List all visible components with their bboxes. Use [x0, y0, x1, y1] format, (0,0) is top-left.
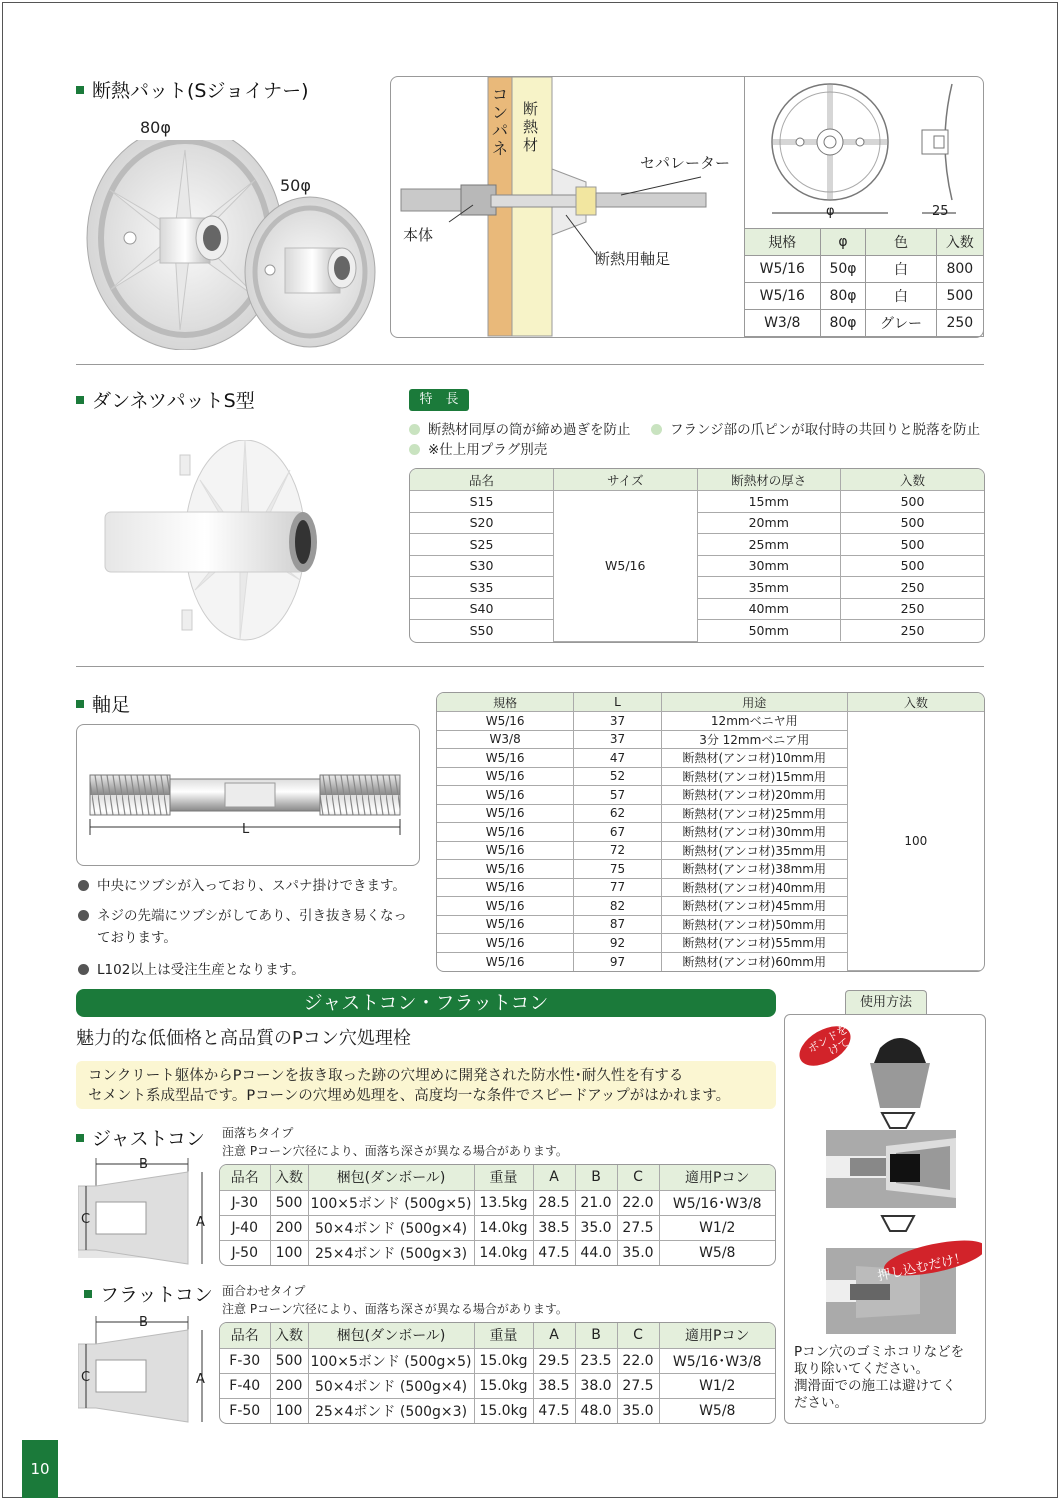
table-header: 入数: [841, 469, 985, 491]
table-cell: 断熱材(アンコ材)60mm用: [661, 952, 847, 971]
table-header: 品名: [220, 1323, 270, 1348]
table-row: [410, 598, 984, 620]
table-cell: 80φ: [820, 310, 866, 337]
table-cell: 22.0: [617, 1190, 659, 1215]
square-bullet-icon: [76, 700, 84, 708]
dot-icon: [78, 910, 89, 921]
usage-bubble-bond: ボンドを着けて: [805, 1016, 860, 1058]
table-cell: W5/16: [745, 256, 821, 283]
table-row: [220, 1215, 775, 1240]
feature-item: 断熱材同厚の筒が締め過ぎを防止: [409, 418, 631, 438]
section-title-flatcon: フラットコン: [84, 1280, 213, 1307]
usage-note-line: 潤滑面での施工は避けてく: [794, 1378, 956, 1394]
bolt-note: 中央にツブシが入っており、スパナ掛けできます。: [78, 874, 418, 894]
table-cell: W1/2: [659, 1373, 775, 1398]
label-25: 25: [932, 204, 949, 219]
table-cell: 250: [841, 577, 985, 599]
table-cell: 44.0: [575, 1240, 617, 1265]
table-cell: W5/16: [437, 786, 574, 805]
table-cell: S35: [410, 577, 554, 599]
table-header-row: [220, 1165, 775, 1190]
table-cell: W5/16: [437, 841, 574, 860]
table-cell: 38.5: [533, 1215, 575, 1240]
page-number: 10: [22, 1440, 58, 1498]
table-header: 適用Pコン: [659, 1165, 775, 1190]
justcon-table: [219, 1164, 776, 1266]
table-cell: 72: [574, 841, 662, 860]
dim-c: C: [81, 1212, 91, 1227]
table-cell: 87: [574, 915, 662, 934]
table-cell: 62: [574, 804, 662, 823]
table-cell: 57: [574, 786, 662, 805]
section-title-jikuashi: 軸足: [76, 690, 130, 717]
table-cell: 500: [270, 1348, 308, 1373]
table-row: [220, 1373, 775, 1398]
bolt-note: ネジの先端にツブシがしてあり、引き抜き易くなっております。: [78, 905, 418, 949]
table-cell: W5/16: [437, 952, 574, 971]
table-row: [220, 1240, 775, 1265]
table-cell: W5/16: [437, 915, 574, 934]
table-cell: W3/8: [437, 730, 574, 749]
table-cell: 67: [574, 823, 662, 842]
table-cell: 27.5: [617, 1215, 659, 1240]
label-dannetsu: 断熱材: [523, 100, 539, 154]
table-cell: 250: [841, 598, 985, 620]
table-cell: 250: [936, 310, 983, 337]
table-cell: J-50: [220, 1240, 270, 1265]
dim-label-l: L: [242, 822, 250, 837]
usage-note-line: 取り除いてください。: [794, 1361, 929, 1377]
flatcon-drawing: [78, 1314, 218, 1426]
table-cell: 100: [270, 1398, 308, 1423]
table-cell: 100: [270, 1240, 308, 1265]
table-cell: W5/16: [745, 283, 821, 310]
dot-icon: [651, 424, 662, 435]
table-cell: J-40: [220, 1215, 270, 1240]
table-cell: 断熱材(アンコ材)15mm用: [661, 767, 847, 786]
table-cell: 白: [866, 256, 936, 283]
usage-note: [794, 1344, 964, 1412]
table-cell: 29.5: [533, 1348, 575, 1373]
dannetsu-s-photo: [100, 440, 330, 650]
table-header: 重量: [474, 1165, 533, 1190]
intro-line: コンクリート躯体からPコーンを抜き取った跡の穴埋めに開発された防水性･耐久性を有する: [88, 1068, 684, 1084]
table-cell: 75: [574, 860, 662, 879]
table-cell: 97: [574, 952, 662, 971]
size-label-80: 80φ: [140, 118, 171, 137]
table-header: B: [575, 1165, 617, 1190]
table-cell: 50×4ボンド (500g×4): [308, 1373, 474, 1398]
table-cell: W5/16･W3/8: [659, 1190, 775, 1215]
table-header: 用途: [661, 693, 847, 712]
usage-tab: 使用方法: [845, 990, 927, 1014]
label-separator: セパレーター: [640, 154, 731, 172]
table-row: [410, 577, 984, 599]
table-cell: S50: [410, 620, 554, 642]
table-cell: 30mm: [697, 555, 841, 577]
table-header: C: [617, 1323, 659, 1348]
label-konpane: コンパネ: [492, 85, 509, 158]
size-label-50: 50φ: [280, 176, 311, 195]
table-cell: 38.5: [533, 1373, 575, 1398]
table-cell: 500: [841, 534, 985, 556]
table-cell: W3/8: [745, 310, 821, 337]
table-header: φ: [820, 229, 866, 256]
table-cell: 断熱材(アンコ材)50mm用: [661, 915, 847, 934]
table-header: A: [533, 1165, 575, 1190]
table-cell: 28.5: [533, 1190, 575, 1215]
headline: 魅力的な低価格と高品質のPコン穴処理栓: [76, 1028, 411, 1049]
usage-bubble-push: 押し込むだけ！: [876, 1250, 969, 1285]
table-cell: W5/16: [437, 749, 574, 768]
table-cell: 20mm: [697, 512, 841, 534]
table-cell: 47: [574, 749, 662, 768]
table-cell: 22.0: [617, 1348, 659, 1373]
table-cell: 50×4ボンド (500g×4): [308, 1215, 474, 1240]
dim-b: B: [139, 1157, 148, 1172]
feature-item: フランジ部の爪ピンが取付時の共回りと脱落を防止: [651, 418, 980, 438]
dot-icon: [78, 880, 89, 891]
table-header: 入数: [270, 1165, 308, 1190]
justcon-type: 面落ちタイプ: [222, 1126, 294, 1140]
table-header: 規格: [437, 693, 574, 712]
table-cell: 38.0: [575, 1373, 617, 1398]
square-bullet-icon: [76, 1134, 84, 1142]
dannetsu-s-table: [409, 468, 985, 643]
dim-a: A: [196, 1372, 205, 1387]
table-cell: 80φ: [820, 283, 866, 310]
table-row: [220, 1190, 775, 1215]
table-cell: 500: [841, 512, 985, 534]
diagram-divider: [744, 76, 745, 228]
table-header: 入数: [936, 229, 983, 256]
table-cell: W5/16: [437, 712, 574, 731]
usage-illustration: [790, 1018, 982, 1338]
table-cell: 27.5: [617, 1373, 659, 1398]
table-cell-qty: 100: [847, 712, 984, 971]
table-cell: 52: [574, 767, 662, 786]
table-cell: 100×5ボンド (500g×5): [308, 1348, 474, 1373]
table-cell: グレー: [866, 310, 936, 337]
table-header: 入数: [270, 1323, 308, 1348]
table-cell: F-50: [220, 1398, 270, 1423]
table-header: サイズ: [554, 469, 698, 491]
square-bullet-icon: [76, 86, 84, 94]
table-cell: 15.0kg: [474, 1398, 533, 1423]
table-cell: W5/16: [437, 934, 574, 953]
table-cell: W5/16･W3/8: [659, 1348, 775, 1373]
table-cell: 35.0: [575, 1215, 617, 1240]
table-cell: 500: [841, 491, 985, 513]
label-jikuashi: 断熱用軸足: [595, 250, 671, 268]
table-row: [220, 1348, 775, 1373]
table-cell: 断熱材(アンコ材)10mm用: [661, 749, 847, 768]
table-header: 色: [866, 229, 936, 256]
table-cell: S40: [410, 598, 554, 620]
table-row: [745, 256, 984, 283]
intro-line: セメント系成型品です。Pコーンの穴埋め処理を、高度均一な条件でスピードアップがはかれます。: [88, 1088, 731, 1104]
bolt-note: L102以上は受注生産となります。: [78, 958, 418, 978]
table-cell: 断熱材(アンコ材)55mm用: [661, 934, 847, 953]
table-cell: 断熱材(アンコ材)45mm用: [661, 897, 847, 916]
table-cell: 48.0: [575, 1398, 617, 1423]
section-title-dannetsu-s: ダンネツパットS型: [76, 386, 255, 413]
table-cell: W5/16: [437, 823, 574, 842]
pad-photo-illustration: [80, 140, 380, 350]
table-cell: W5/8: [659, 1240, 775, 1265]
table-cell: W1/2: [659, 1215, 775, 1240]
table-cell: 15.0kg: [474, 1373, 533, 1398]
table-cell: W5/16: [437, 860, 574, 879]
section-divider: [76, 666, 984, 667]
table-cell: 35mm: [697, 577, 841, 599]
table-cell: 500: [270, 1190, 308, 1215]
table-cell: 断熱材(アンコ材)38mm用: [661, 860, 847, 879]
table-cell: 23.5: [575, 1348, 617, 1373]
dim-c: C: [81, 1370, 91, 1385]
table-cell: 14.0kg: [474, 1240, 533, 1265]
table-cell: 250: [841, 620, 985, 642]
flatcon-table: [219, 1322, 776, 1424]
dot-icon: [409, 444, 420, 455]
section-divider: [76, 364, 984, 365]
square-bullet-icon: [84, 1290, 92, 1298]
table-header: 重量: [474, 1323, 533, 1348]
table-cell: W5/16: [437, 767, 574, 786]
table-cell: S30: [410, 555, 554, 577]
table-cell: 100×5ボンド (500g×5): [308, 1190, 474, 1215]
table-cell: 47.5: [533, 1240, 575, 1265]
usage-note-line: ださい。: [794, 1395, 848, 1411]
pad-spec-table: [744, 228, 984, 337]
label-phi: φ: [826, 204, 835, 219]
table-cell: 47.5: [533, 1398, 575, 1423]
table-header: 規格: [745, 229, 821, 256]
table-row: [745, 310, 984, 337]
dot-icon: [409, 424, 420, 435]
flatcon-type: 面合わせタイプ: [222, 1284, 306, 1298]
table-cell: 断熱材(アンコ材)20mm用: [661, 786, 847, 805]
table-cell: 50mm: [697, 620, 841, 642]
flatcon-note: 注意 Pコーン穴径により、面落ち深さが異なる場合があります。: [222, 1302, 568, 1316]
table-header: A: [533, 1323, 575, 1348]
table-cell: 500: [936, 283, 983, 310]
table-header: 梱包(ダンボール): [308, 1165, 474, 1190]
banner-justcon-flatcon: ジャストコン・フラットコン: [76, 989, 776, 1017]
justcon-note: 注意 Pコーン穴径により、面落ち深さが異なる場合があります。: [222, 1144, 568, 1158]
square-bullet-icon: [76, 396, 84, 404]
table-cell: W5/16: [437, 897, 574, 916]
table-cell: 断熱材(アンコ材)30mm用: [661, 823, 847, 842]
table-cell: S20: [410, 512, 554, 534]
table-row: [745, 283, 984, 310]
table-cell: S15: [410, 491, 554, 513]
table-row: [410, 491, 984, 513]
table-cell: 50φ: [820, 256, 866, 283]
dot-icon: [78, 964, 89, 975]
table-cell: 断熱材(アンコ材)25mm用: [661, 804, 847, 823]
table-cell: 37: [574, 712, 662, 731]
feature-badge: 特 長: [409, 389, 469, 411]
table-row: [437, 712, 984, 731]
installation-diagram: [391, 77, 743, 337]
usage-note-line: Pコン穴のゴミホコリなどを: [794, 1344, 965, 1360]
table-header: L: [574, 693, 662, 712]
table-header: 断熱材の厚さ: [697, 469, 841, 491]
table-cell: 25×4ボンド (500g×3): [308, 1398, 474, 1423]
table-cell: 21.0: [575, 1190, 617, 1215]
justcon-drawing: [78, 1156, 218, 1268]
jikuashi-table: [436, 692, 985, 972]
table-cell: W5/8: [659, 1398, 775, 1423]
table-cell: 断熱材(アンコ材)35mm用: [661, 841, 847, 860]
table-header: 品名: [220, 1165, 270, 1190]
table-cell: 3分 12mmベニア用: [661, 730, 847, 749]
table-header: C: [617, 1165, 659, 1190]
table-cell: F-40: [220, 1373, 270, 1398]
section-title-dannetsu-pad: 断熱パット(Sジョイナー): [76, 76, 309, 103]
table-header: 入数: [847, 693, 984, 712]
table-cell: J-30: [220, 1190, 270, 1215]
label-hontai: 本体: [403, 226, 434, 244]
table-cell: 25×4ボンド (500g×3): [308, 1240, 474, 1265]
dim-a: A: [196, 1215, 205, 1230]
table-cell: 14.0kg: [474, 1215, 533, 1240]
table-header: 適用Pコン: [659, 1323, 775, 1348]
table-header-row: [437, 693, 984, 712]
table-row: [410, 512, 984, 534]
table-row: [220, 1398, 775, 1423]
table-header: B: [575, 1323, 617, 1348]
table-cell: 800: [936, 256, 983, 283]
table-cell: S25: [410, 534, 554, 556]
section-title-justcon: ジャストコン: [76, 1124, 205, 1151]
table-cell: 92: [574, 934, 662, 953]
table-header: 梱包(ダンボール): [308, 1323, 474, 1348]
table-cell: 12mmベニヤ用: [661, 712, 847, 731]
table-cell: 15.0kg: [474, 1348, 533, 1373]
dim-b: B: [139, 1315, 148, 1330]
table-cell: W5/16: [437, 878, 574, 897]
table-cell: W5/16: [437, 804, 574, 823]
table-cell: 40mm: [697, 598, 841, 620]
table-header: 品名: [410, 469, 554, 491]
table-row: [410, 534, 984, 556]
table-header-row: [220, 1323, 775, 1348]
table-row: [410, 555, 984, 577]
table-cell: 35.0: [617, 1240, 659, 1265]
table-cell-size: W5/16: [554, 491, 698, 642]
table-cell: 82: [574, 897, 662, 916]
table-cell: 15mm: [697, 491, 841, 513]
table-cell: 35.0: [617, 1398, 659, 1423]
table-row: [410, 620, 984, 642]
intro-box: [76, 1061, 776, 1109]
table-cell: 25mm: [697, 534, 841, 556]
table-header-row: [745, 229, 984, 256]
table-cell: F-30: [220, 1348, 270, 1373]
table-cell: 断熱材(アンコ材)40mm用: [661, 878, 847, 897]
table-header-row: [410, 469, 984, 491]
feature-item: ※仕上用プラグ別売: [409, 438, 547, 458]
table-cell: 13.5kg: [474, 1190, 533, 1215]
table-cell: 77: [574, 878, 662, 897]
table-cell: 500: [841, 555, 985, 577]
table-cell: 白: [866, 283, 936, 310]
table-cell: 200: [270, 1373, 308, 1398]
table-cell: 37: [574, 730, 662, 749]
table-cell: 200: [270, 1215, 308, 1240]
